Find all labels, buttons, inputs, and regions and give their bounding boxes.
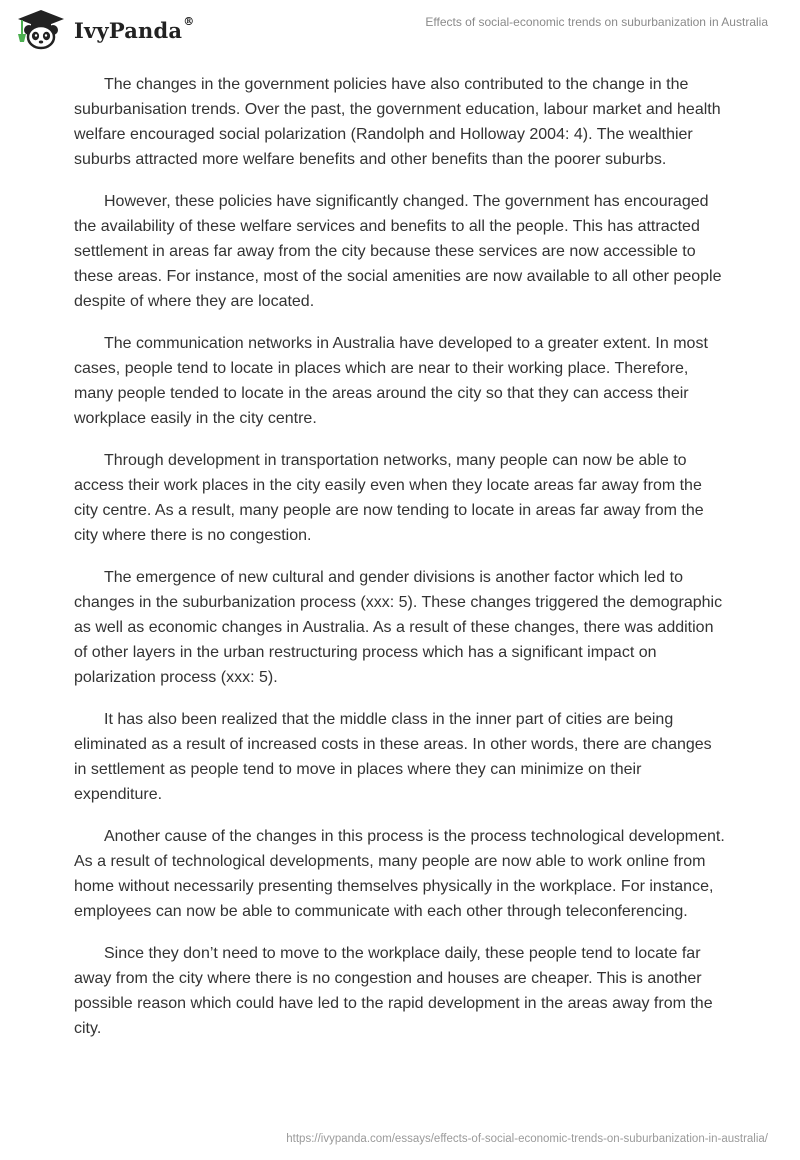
paragraph: However, these policies have significantly changed. The government has encouraged the availability of these welfare services and benefits to all the people. This has attracted settlement in areas far away from the city because these services are now accessible to these areas. For instance, most of the social amenities are now available to all other people despite of where they are located. <box>74 193 722 310</box>
panda-graduate-icon <box>14 8 68 50</box>
paragraph: Since they don’t need to move to the workplace daily, these people tend to locate far away from the city where there is no congestion and houses are cheaper. This is another possible reason which could have led to the rapid development in the areas away from the city. <box>74 945 713 1037</box>
page-header <box>0 0 800 60</box>
brand-name: IvyPanda® <box>74 14 195 43</box>
paragraph: The changes in the government policies have also contributed to the change in the suburbanisation trends. Over the past, the government education, labour market and health welfare encouraged social polarization (Randolph and Holloway 2004: 4). The wealthier suburbs attracted more welfare benefits and other benefits than the poorer suburbs. <box>74 76 721 168</box>
paragraph: Through development in transportation networks, many people can now be able to access their work places in the city easily even when they locate areas far away from the city centre. As a result, many people are now tending to locate in areas far away from the city where there is no congestion. <box>74 452 704 544</box>
paragraph: It has also been realized that the middle class in the inner part of cities are being eliminated as a result of increased costs in these areas. In other words, there are changes in settlement as people tend to move in places where they can minimize on their expenditure. <box>74 711 712 803</box>
essay-body <box>74 72 728 1058</box>
ivypanda-logo[interactable] <box>14 8 194 50</box>
paragraph: The emergence of new cultural and gender divisions is another factor which led to changes in the suburbanization process (xxx: 5). These changes triggered the demographic as well as economic changes in Australia. As a result of these changes, there was addition of other layers in the urban restructuring process which has a significant impact on polarization process (xxx: 5). <box>74 569 723 686</box>
source-url[interactable]: https://ivypanda.com/essays/effects-of-social-economic-trends-on-suburbanization-in-australia/ <box>286 1133 768 1145</box>
paragraph: Another cause of the changes in this process is the process technological development. As a result of technological developments, many people are now able to work online from home without necessarily presenting themselves physically in the workplace. For instance, employees can now be able to communicate with each other through teleconferencing. <box>74 828 725 920</box>
paragraph: The communication networks in Australia have developed to a greater extent. In most cases, people tend to locate in places which are near to their working place. Therefore, many people tended to locate in the areas around the city so that they can access their workplace easily in the city centre. <box>74 335 708 427</box>
document-title: Effects of social-economic trends on suburbanization in Australia <box>425 15 768 29</box>
